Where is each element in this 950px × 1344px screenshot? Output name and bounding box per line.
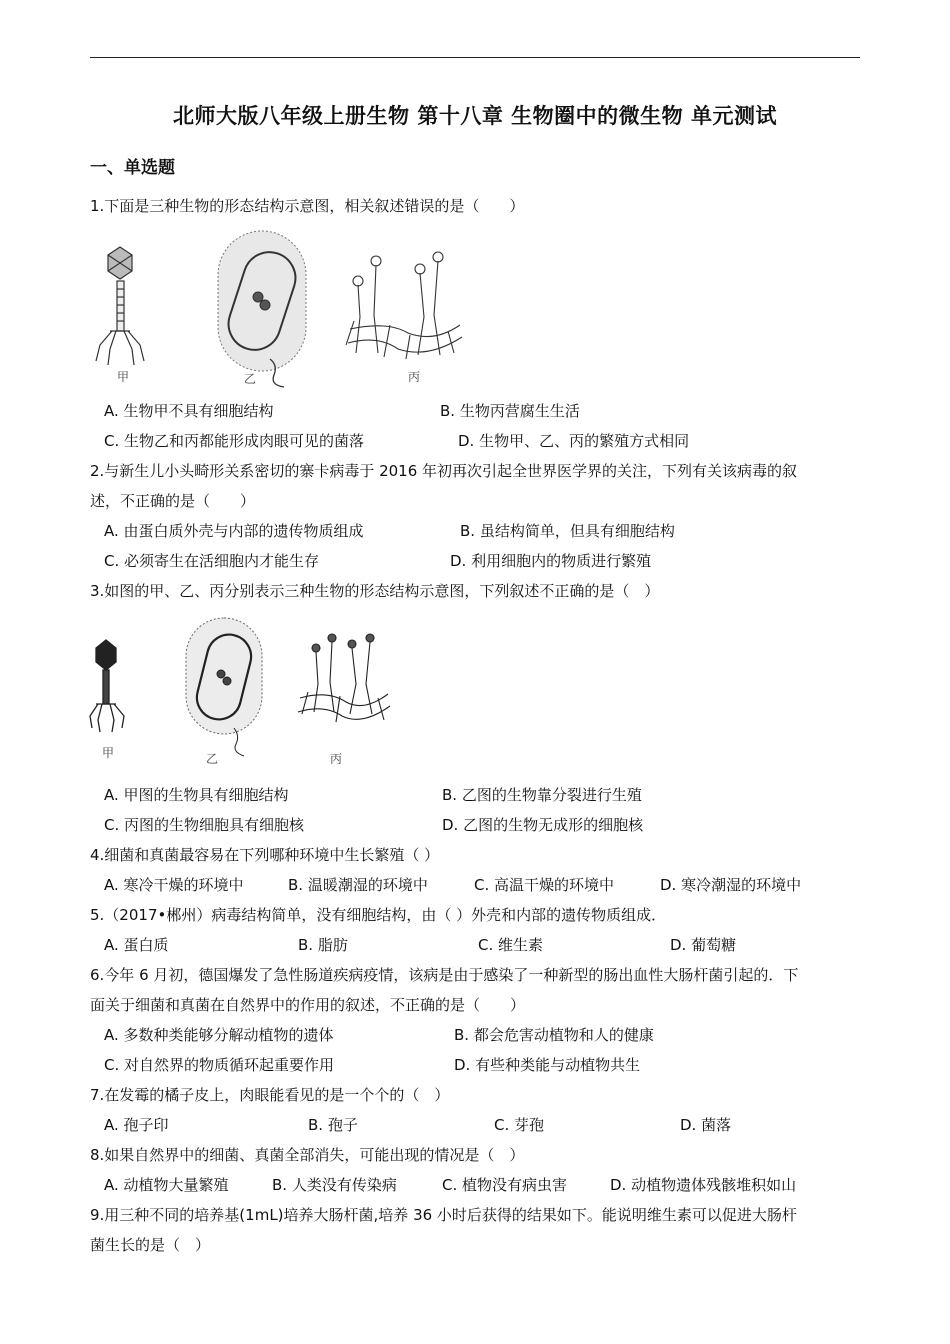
question-9-text-line-1: 9.用三种不同的培养基(1mL)培养大肠杆菌,培养 36 小时后获得的结果如下。能说明维生素可以促进大肠杆 [90,1206,797,1224]
question-3-option-a[interactable]: A. 甲图的生物具有细胞结构 [104,786,289,804]
question-1-option-a[interactable]: A. 生物甲不具有细胞结构 [104,402,274,420]
question-7-option-d[interactable]: D. 菌落 [680,1116,732,1134]
section-heading: 一、单选题 [90,158,175,178]
bacterium-illustration [186,618,262,756]
question-2-option-c[interactable]: C. 必须寄生在活细胞内才能生存 [104,552,320,570]
question-6-option-a[interactable]: A. 多数种类能够分解动植物的遗体 [104,1026,334,1044]
question-3-option-c[interactable]: C. 丙图的生物细胞具有细胞核 [104,816,305,834]
figure-label-bing: 丙 [330,752,343,766]
question-2-text-line-2: 述，不正确的是（ ） [90,492,256,510]
question-7-text: 7.在发霉的橘子皮上，肉眼能看见的是一个个的（ ） [90,1086,450,1104]
question-9-text-line-2: 菌生长的是（ ） [90,1236,211,1254]
mold-illustration [298,634,390,722]
question-6-option-c[interactable]: C. 对自然界的物质循环起重要作用 [104,1056,335,1074]
question-3-option-d[interactable]: D. 乙图的生物无成形的细胞核 [442,816,644,834]
question-3-option-b[interactable]: B. 乙图的生物靠分裂进行生殖 [442,786,642,804]
question-4-text: 4.细菌和真菌最容易在下列哪种环境中生长繁殖（ ） [90,846,440,864]
question-8-text: 8.如果自然界中的细菌、真菌全部消失，可能出现的情况是（ ） [90,1146,525,1164]
question-5-option-b[interactable]: B. 脂肪 [298,936,348,954]
question-4-option-d[interactable]: D. 寒冷潮湿的环境中 [660,876,802,894]
question-1-option-d[interactable]: D. 生物甲、乙、丙的繁殖方式相同 [458,432,690,450]
question-1-option-c[interactable]: C. 生物乙和丙都能形成肉眼可见的菌落 [104,432,365,450]
question-3-figure [88,612,408,762]
question-7-option-c[interactable]: C. 芽孢 [494,1116,545,1134]
question-1-text: 1.下面是三种生物的形态结构示意图，相关叙述错误的是（ ） [90,197,525,215]
figure-label-jia: 甲 [117,370,130,384]
question-7-option-b[interactable]: B. 孢子 [308,1116,358,1134]
question-8-option-b[interactable]: B. 人类没有传染病 [272,1176,397,1194]
question-6-option-b[interactable]: B. 都会危害动植物和人的健康 [454,1026,654,1044]
bacterium-illustration [218,231,306,387]
phage-illustration [96,247,144,365]
question-6-option-d[interactable]: D. 有些种类能与动植物共生 [454,1056,641,1074]
question-2-text-line-1: 2.与新生儿小头畸形关系密切的寨卡病毒于 2016 年初再次引起全世界医学界的关注，下列有关该病毒的叙 [90,462,798,480]
question-7-option-a[interactable]: A. 孢子印 [104,1116,169,1134]
question-5-option-c[interactable]: C. 维生素 [478,936,544,954]
question-5-option-d[interactable]: D. 葡萄糖 [670,936,737,954]
question-2-option-d[interactable]: D. 利用细胞内的物质进行繁殖 [450,552,652,570]
figure-label-bing: 丙 [408,370,421,384]
question-4-option-c[interactable]: C. 高温干燥的环境中 [474,876,615,894]
figure-label-yi: 乙 [206,752,219,766]
question-8-option-a[interactable]: A. 动植物大量繁殖 [104,1176,229,1194]
header-rule [90,57,860,58]
question-5-text: 5.（2017•郴州）病毒结构简单，没有细胞结构，由（ ）外壳和内部的遗传物质组成． [90,906,667,924]
question-4-option-a[interactable]: A. 寒冷干燥的环境中 [104,876,244,894]
figure-label-yi: 乙 [244,372,257,386]
question-8-option-d[interactable]: D. 动植物遗体残骸堆积如山 [610,1176,797,1194]
question-2-option-b[interactable]: B. 虽结构简单，但具有细胞结构 [460,522,675,540]
question-4-option-b[interactable]: B. 温暖潮湿的环境中 [288,876,428,894]
question-5-option-a[interactable]: A. 蛋白质 [104,936,169,954]
page-title: 北师大版八年级上册生物 第十八章 生物圈中的微生物 单元测试 [173,104,777,128]
mold-illustration [346,252,462,359]
phage-illustration [90,640,124,732]
question-3-text: 3.如图的甲、乙、丙分别表示三种生物的形态结构示意图，下列叙述不正确的是（ ） [90,582,660,600]
question-1-figure [88,225,488,390]
question-1-option-b[interactable]: B. 生物丙营腐生生活 [440,402,580,420]
question-2-option-a[interactable]: A. 由蛋白质外壳与内部的遗传物质组成 [104,522,364,540]
question-6-text-line-1: 6.今年 6 月初，德国爆发了急性肠道疾病疫情，该病是由于感染了一种新型的肠出血性大肠杆菌引起的．下 [90,966,799,984]
question-6-text-line-2: 面关于细菌和真菌在自然界中的作用的叙述，不正确的是（ ） [90,996,526,1014]
question-8-option-c[interactable]: C. 植物没有病虫害 [442,1176,568,1194]
figure-label-jia: 甲 [102,746,115,760]
